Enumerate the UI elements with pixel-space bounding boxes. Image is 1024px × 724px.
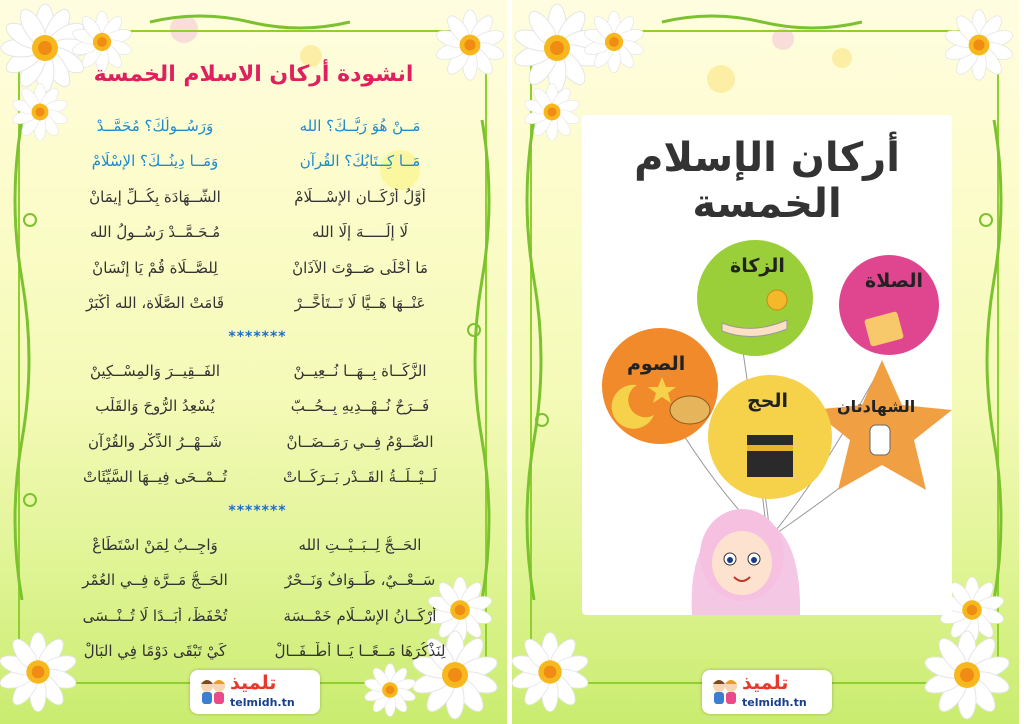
hajj-label: الحج <box>747 390 789 412</box>
verse-right: أَوَّلُ أَرْكَــانِ الإسْـــلَامْ <box>294 187 426 206</box>
logo-arabic: تلميذ <box>742 672 789 694</box>
poem-line <box>60 389 455 425</box>
poem-line <box>60 144 455 180</box>
kids-icon <box>710 676 740 706</box>
finger-icon <box>870 425 890 455</box>
zakat-label: الزكاة <box>730 255 785 277</box>
telmidh-logo <box>702 670 832 714</box>
cover-page <box>512 0 1019 724</box>
poem-page <box>0 0 507 724</box>
logo-url: telmidh.tn <box>230 696 295 709</box>
verse-right: مَــنْ هُوَ رَبُّــكَ؟ الله <box>299 116 421 135</box>
telmidh-logo <box>190 670 320 714</box>
daisy-flower <box>937 5 1019 85</box>
verse-left: الشَّــهَادَة بِكُــلِّ إِيمَانْ <box>89 187 221 206</box>
poem-line <box>60 286 455 322</box>
poem-line <box>60 250 455 286</box>
verse-left: وَمَــا دِينُــكَ؟ الإسْلَامْ <box>91 152 219 171</box>
verse-left: قَامَتْ الصَّلَاة، الله أَكْبَرْ <box>85 294 225 313</box>
verse-left: وَاجِــبٌ لِمَنْ اسْتَطَاعْ <box>92 535 218 554</box>
verse-right: الحَــجُّ لِــبَــيْــتِ الله <box>298 535 422 554</box>
verse-left: تُــمْــحَى فِيــهَا السَّيِّئَاتْ <box>83 468 227 487</box>
poem-line <box>60 527 455 563</box>
verse-right: الصَّــوْمُ فِــي رَمَــضَــانْ <box>286 432 434 451</box>
verse-right: مَا أَحْلَى صَــوْتَ الآذَانْ <box>292 258 428 277</box>
cover-panel <box>582 115 952 615</box>
poem-line <box>60 215 455 251</box>
poem-line <box>60 460 455 496</box>
poem-line <box>60 424 455 460</box>
kids-icon <box>198 676 228 706</box>
verse-left: وَرَسُــولُكَ؟ مُحَمَّــدْ <box>96 116 214 135</box>
verse-left: يُسْعِدُ الرُّوحَ وَالقَلْب <box>95 397 215 416</box>
poem-line <box>60 598 455 634</box>
verse-right: الزَّكَــاة بِــهَــا نُــعِيــنْ <box>293 361 427 380</box>
sawm-label: الصوم <box>627 353 686 375</box>
logo-url: telmidh.tn <box>742 696 807 709</box>
cover-title: أركان الإسلام الخمسة <box>634 135 900 227</box>
poem-line <box>60 563 455 599</box>
verse-right: أَرْكَــانُ الإسْــلَامِ خَمْــسَة <box>283 606 437 625</box>
verse-right: لَــيْــلَــةُ القَــدْرِ بَــرَكَــاتْ <box>282 468 438 487</box>
salah-label: الصلاة <box>865 270 924 292</box>
verse-left: تُحْفَظْ، أَبَــدًا لَا تُــنْــسَى <box>82 606 228 625</box>
poem-title: انشودة أركان الاسلام الخمسة <box>93 62 414 87</box>
verse-left: لِلصَّــلَاة قُمْ يَا إِنْسَانْ <box>92 258 218 277</box>
coin-icon <box>767 290 787 310</box>
verse-separator: ******* <box>228 503 287 519</box>
verse-left: كَيْ تَبْقَى دَوْمًا فِي البَالْ <box>83 642 227 661</box>
poem-line <box>60 353 455 389</box>
kaaba-icon <box>747 435 793 477</box>
verse-right: لِنَذْكُرَهَا مَــعًــا يَــا أَطْــفَــالْ <box>274 642 446 661</box>
verse-left: شَــهْــرُ الذِّكْرِ والقُرْآن <box>88 432 222 451</box>
poem-line <box>60 179 455 215</box>
verse-right: عَنْــهَا هَــيَّا لَا تَــتَأَخَّــرْ <box>294 294 426 313</box>
verse-right: مَــا كِــتَابُكَ؟ القُرآن <box>299 152 421 171</box>
poem-line <box>60 108 455 144</box>
verse-left: الحَــجُّ مَــرَّة فِــي العُمْر <box>82 571 228 590</box>
verse-left: مُـحَـمَّــدْ رَسُــولُ الله <box>89 223 221 242</box>
child-figure <box>692 509 800 615</box>
poem-body <box>60 108 455 669</box>
verse-left: الفَــقِيــرَ وَالمِسْــكِينْ <box>89 361 221 380</box>
shahadatan-label: الشهادتان <box>837 397 916 416</box>
verse-right: فَــرَحٌ نُــهْــدِيهِ بِــحُــبّ <box>290 397 430 416</box>
verse-right: لَا إِلَـــــهَ إِلَّا الله <box>311 223 409 242</box>
daisy-flower <box>512 620 622 724</box>
dates-bowl-icon <box>670 396 710 424</box>
verse-separator: ******* <box>228 329 287 345</box>
verse-right: سَــعْــيٌ، طَــوَافٌ وَنَــحْرٌ <box>284 571 436 590</box>
poem-line <box>60 634 455 670</box>
logo-arabic: تلميذ <box>230 672 277 694</box>
